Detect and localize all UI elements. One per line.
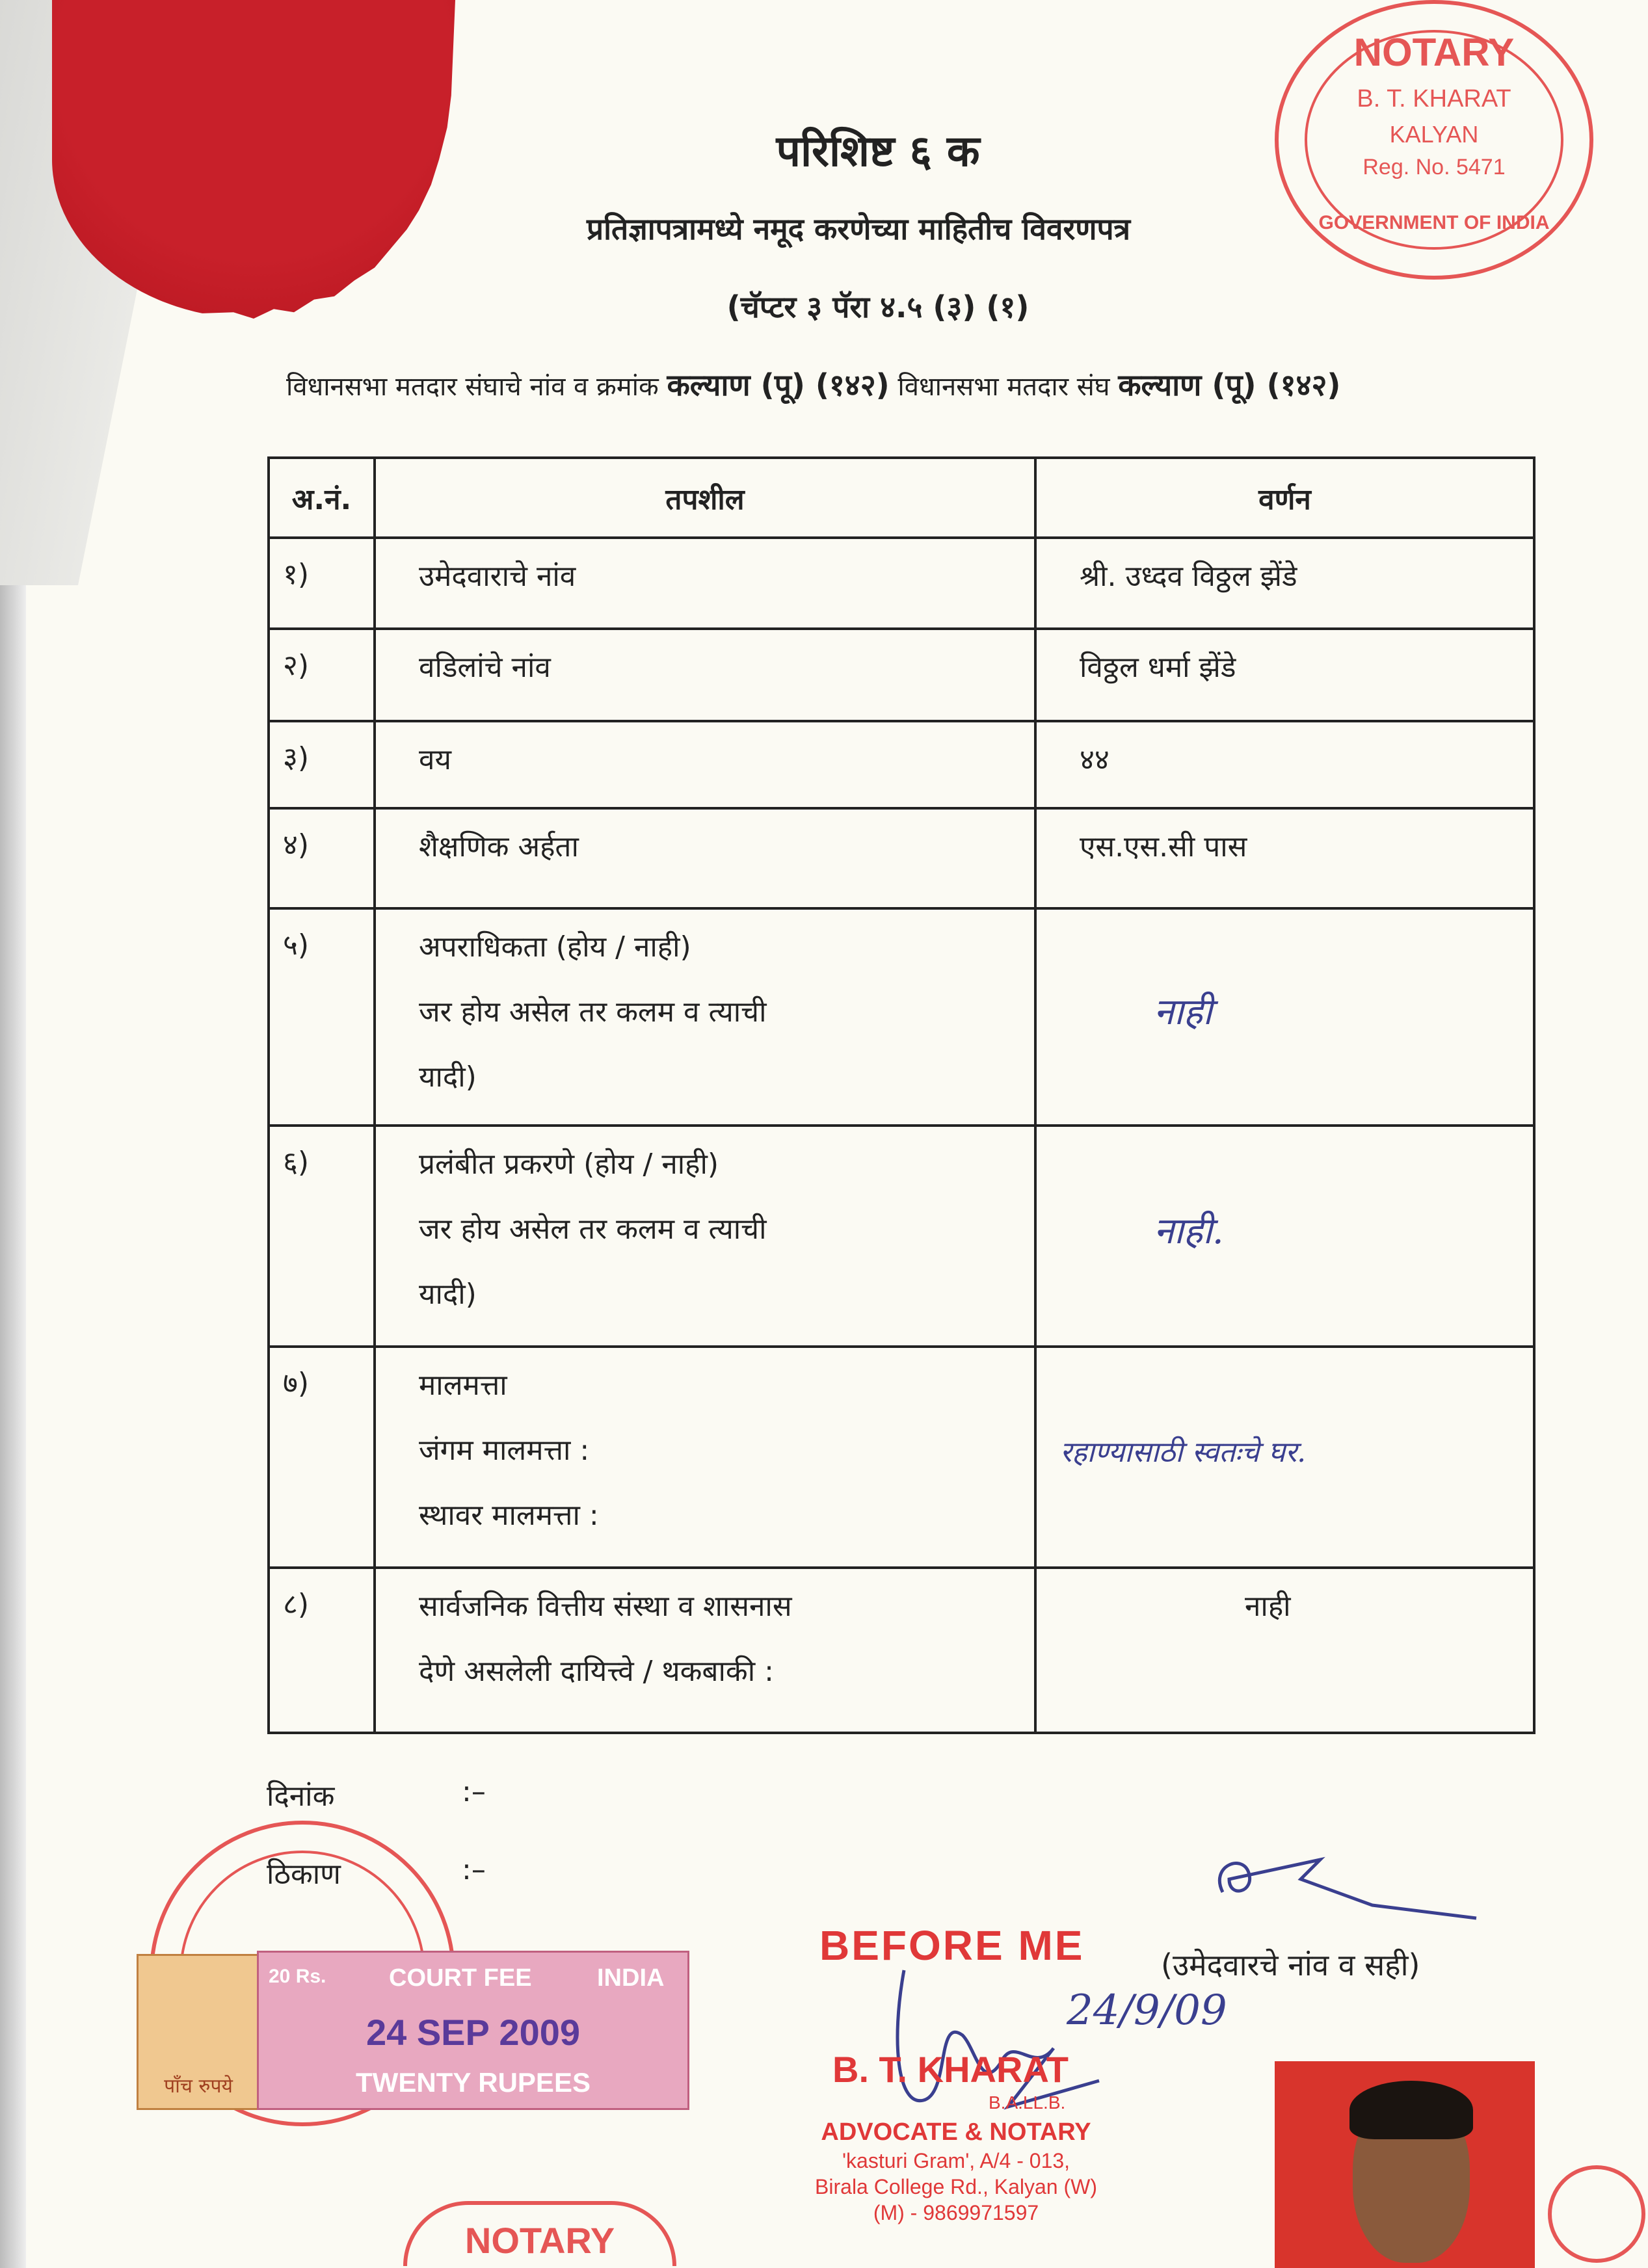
column-header-detail: तपशील — [375, 458, 1035, 538]
constituency-label: विधानसभा मतदार संघाचे नांव व क्रमांक — [286, 372, 659, 402]
table-row — [269, 1347, 1534, 1568]
notary-signature — [884, 1944, 1249, 2139]
date-value: :– — [462, 1775, 486, 1808]
revenue-stamp-small — [137, 1954, 260, 2110]
detail-line: यादी) — [419, 1061, 477, 1094]
row-value: श्री. उध्दव विठ्ठल झेंडे — [1035, 538, 1534, 629]
row-number: ५) — [269, 908, 375, 1126]
notary-degree: B.A.LL.B. — [989, 2092, 1066, 2113]
notary-stamp-partial-right — [1548, 2165, 1645, 2263]
row-number: ७) — [269, 1347, 375, 1568]
table-row — [269, 629, 1534, 721]
constituency-line — [286, 364, 1554, 404]
row-value: एस.एस.सी पास — [1035, 808, 1534, 908]
stamp-text: GOVERNMENT OF INDIA — [1318, 212, 1550, 233]
detail-line: अपराधिकता (होय / नाही) — [419, 930, 691, 964]
stamp-text: 20 Rs. — [269, 1966, 326, 1987]
row-detail — [375, 808, 1035, 908]
detail-line: देणे असलेली दायित्त्वे / थकबाकी : — [419, 1655, 774, 1688]
notary-address-1: 'kasturi Gram', A/4 - 013, — [842, 2149, 1070, 2172]
row-detail — [375, 1347, 1035, 1568]
row-number: ३) — [269, 721, 375, 808]
candidate-photo — [1275, 2061, 1535, 2268]
column-header-description: वर्णन — [1035, 458, 1534, 538]
table-row — [269, 721, 1534, 808]
stamp-text: NOTARY — [464, 2220, 615, 2261]
candidate-signature — [1203, 1847, 1528, 1931]
photo-hair — [1349, 2081, 1473, 2139]
detail-line: शैक्षणिक अर्हता — [419, 830, 579, 864]
row-number: ८) — [269, 1568, 375, 1733]
cancellation-date-stamp: 24 SEP 2009 — [365, 2012, 581, 2053]
table-row — [269, 808, 1534, 908]
row-detail — [375, 1568, 1035, 1733]
affidavit-table — [267, 456, 1535, 1734]
date-label: दिनांक — [267, 1780, 335, 1813]
row-number: २) — [269, 629, 375, 721]
detail-line: सार्वजनिक वित्तीय संस्था व शासनास — [419, 1590, 792, 1623]
table-row — [269, 538, 1534, 629]
court-fee-stamp — [257, 1951, 689, 2110]
document-subtitle: प्रतिज्ञापत्रामध्ये नमूद करणेच्या माहितीच विवरणपत्र — [586, 211, 1131, 246]
row-number: ४) — [269, 808, 375, 908]
detail-line: वडिलांचे नांव — [419, 651, 551, 684]
row-detail — [375, 629, 1035, 721]
row-value: ४४ — [1035, 721, 1534, 808]
stamp-text: NOTARY — [1353, 31, 1515, 74]
notary-phone: (M) - 9869971597 — [873, 2201, 1039, 2224]
row-detail — [375, 538, 1035, 629]
table-row — [269, 1568, 1534, 1733]
notary-stamp-partial — [403, 2201, 676, 2266]
stamp-text: KALYAN — [1389, 121, 1479, 148]
place-value: :– — [462, 1853, 486, 1886]
document-title: परिशिष्ट ६ क — [776, 126, 980, 176]
row-number: ६) — [269, 1126, 375, 1347]
detail-line: वय — [419, 743, 451, 776]
notary-signature-date: 24/9/09 — [1067, 1986, 1227, 2035]
handwritten-value: रहाण्यासाठी स्वतःचे घर. — [1035, 1347, 1534, 1568]
stamp-text: TWENTY RUPEES — [356, 2067, 591, 2098]
detail-line: यादी) — [419, 1278, 477, 1311]
detail-line: जर होय असेल तर कलम व त्याची — [419, 1213, 767, 1246]
notary-name: B. T. KHARAT — [832, 2049, 1069, 2090]
row-number: १) — [269, 538, 375, 629]
row-value: विठ्ठल धर्मा झेंडे — [1035, 629, 1534, 721]
stamp-text: INDIA — [597, 1964, 665, 1992]
stamp-text: COURT FEE — [389, 1964, 532, 1992]
stamp-text: B. T. KHARAT — [1357, 85, 1511, 112]
detail-line: जर होय असेल तर कलम व त्याची — [419, 996, 767, 1029]
table-row — [269, 1126, 1534, 1347]
detail-line: जंगम मालमत्ता : — [419, 1434, 590, 1467]
row-value: नाही — [1035, 1568, 1534, 1733]
constituency-label: विधानसभा मतदार संघ — [897, 372, 1110, 402]
candidate-sign-label: (उमेदवारचे नांव व सही) — [1161, 1947, 1420, 1983]
detail-line: स्थावर मालमत्ता : — [419, 1499, 599, 1532]
detail-line: प्रलंबीत प्रकरणे (होय / नाही) — [419, 1148, 719, 1181]
stamp-text: Reg. No. 5471 — [1362, 155, 1506, 179]
place-label: ठिकाण — [267, 1858, 341, 1891]
notary-stamp-top — [1275, 0, 1593, 280]
row-detail — [375, 721, 1035, 808]
detail-line: मालमत्ता — [419, 1369, 507, 1402]
red-wax-seal — [52, 0, 455, 319]
stamp-text: पाँच रुपये — [164, 2075, 233, 2098]
constituency-name: कल्याण (पू) (१४२) — [1118, 367, 1341, 402]
before-me-stamp: BEFORE ME — [819, 1922, 1085, 1969]
chapter-reference: (चॅप्टर ३ पॅरा ४.५ (३) (१) — [726, 289, 1030, 324]
detail-line: उमेदवाराचे नांव — [419, 560, 576, 593]
handwritten-value: नाही. — [1035, 1126, 1534, 1347]
notary-address-2: Birala College Rd., Kalyan (W) — [815, 2175, 1097, 2198]
handwritten-value: नाही — [1035, 908, 1534, 1126]
row-detail — [375, 908, 1035, 1126]
notary-title: ADVOCATE & NOTARY — [821, 2118, 1091, 2146]
column-header-no: अ.नं. — [269, 458, 375, 538]
constituency-name: कल्याण (पू) (१४२) — [667, 367, 890, 402]
row-detail — [375, 1126, 1035, 1347]
table-row — [269, 908, 1534, 1126]
